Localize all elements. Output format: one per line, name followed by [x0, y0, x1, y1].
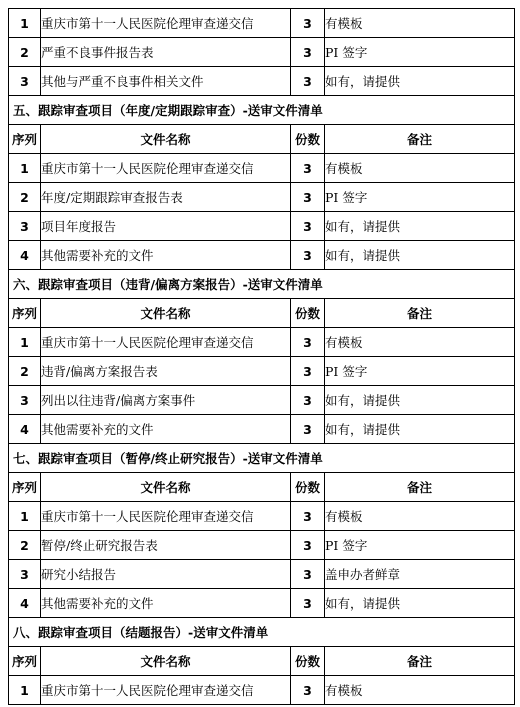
row-file-name: 其他需要补充的文件 [41, 241, 291, 270]
row-file-name: 研究小结报告 [41, 560, 291, 589]
header-count: 份数 [291, 473, 325, 502]
table-row [9, 328, 515, 357]
table-row [9, 38, 515, 67]
row-count: 3 [291, 183, 325, 212]
header-note: 备注 [325, 125, 515, 154]
row-seq: 3 [9, 67, 41, 96]
row-file-name: 严重不良事件报告表 [41, 38, 291, 67]
header-file-name: 文件名称 [41, 125, 291, 154]
header-seq: 序列 [9, 473, 41, 502]
table-row [9, 531, 515, 560]
header-seq: 序列 [9, 125, 41, 154]
row-note: 有模板 [325, 154, 515, 183]
row-seq: 3 [9, 212, 41, 241]
row-note: 有模板 [325, 9, 515, 38]
table-row [9, 154, 515, 183]
section-title: 八、跟踪审查项目（结题报告）-送审文件清单 [9, 618, 515, 647]
row-file-name: 其他需要补充的文件 [41, 589, 291, 618]
row-count: 3 [291, 357, 325, 386]
row-seq: 2 [9, 357, 41, 386]
column-header-row [9, 125, 515, 154]
row-seq: 4 [9, 589, 41, 618]
table-row [9, 415, 515, 444]
column-header-row [9, 299, 515, 328]
row-count: 3 [291, 531, 325, 560]
row-count: 3 [291, 502, 325, 531]
row-seq: 1 [9, 154, 41, 183]
row-count: 3 [291, 154, 325, 183]
header-count: 份数 [291, 299, 325, 328]
row-file-name: 暂停/终止研究报告表 [41, 531, 291, 560]
header-file-name: 文件名称 [41, 473, 291, 502]
column-header-row [9, 647, 515, 676]
row-count: 3 [291, 38, 325, 67]
row-note: PI 签字 [325, 357, 515, 386]
table-row [9, 502, 515, 531]
row-file-name: 项目年度报告 [41, 212, 291, 241]
row-note: 盖申办者鲜章 [325, 560, 515, 589]
row-seq: 4 [9, 241, 41, 270]
row-seq: 1 [9, 502, 41, 531]
row-file-name: 重庆市第十一人民医院伦理审查递交信 [41, 502, 291, 531]
row-note: 如有，请提供 [325, 212, 515, 241]
section-heading-row [9, 444, 515, 473]
row-count: 3 [291, 328, 325, 357]
row-seq: 1 [9, 676, 41, 705]
row-seq: 1 [9, 9, 41, 38]
row-note: 有模板 [325, 328, 515, 357]
row-note: 如有，请提供 [325, 589, 515, 618]
table-row [9, 241, 515, 270]
section-title: 七、跟踪审查项目（暂停/终止研究报告）-送审文件清单 [9, 444, 515, 473]
header-note: 备注 [325, 647, 515, 676]
row-count: 3 [291, 560, 325, 589]
table-row [9, 67, 515, 96]
table-row [9, 212, 515, 241]
table-row [9, 357, 515, 386]
row-note: 如有，请提供 [325, 415, 515, 444]
row-note: 如有，请提供 [325, 386, 515, 415]
header-count: 份数 [291, 125, 325, 154]
row-file-name: 其他需要补充的文件 [41, 415, 291, 444]
row-count: 3 [291, 9, 325, 38]
row-file-name: 列出以往违背/偏离方案事件 [41, 386, 291, 415]
row-seq: 2 [9, 183, 41, 212]
row-note: PI 签字 [325, 38, 515, 67]
row-file-name: 年度/定期跟踪审查报告表 [41, 183, 291, 212]
row-seq: 4 [9, 415, 41, 444]
row-note: PI 签字 [325, 531, 515, 560]
table-row [9, 9, 515, 38]
row-count: 3 [291, 589, 325, 618]
row-file-name: 重庆市第十一人民医院伦理审查递交信 [41, 676, 291, 705]
row-file-name: 违背/偏离方案报告表 [41, 357, 291, 386]
row-count: 3 [291, 676, 325, 705]
row-note: 有模板 [325, 676, 515, 705]
row-file-name: 重庆市第十一人民医院伦理审查递交信 [41, 154, 291, 183]
row-seq: 3 [9, 386, 41, 415]
row-note: 有模板 [325, 502, 515, 531]
submission-checklist-table [8, 8, 515, 705]
section-title: 五、跟踪审查项目（年度/定期跟踪审查）-送审文件清单 [9, 96, 515, 125]
row-count: 3 [291, 241, 325, 270]
header-seq: 序列 [9, 647, 41, 676]
header-note: 备注 [325, 473, 515, 502]
row-seq: 1 [9, 328, 41, 357]
row-count: 3 [291, 212, 325, 241]
row-file-name: 重庆市第十一人民医院伦理审查递交信 [41, 9, 291, 38]
section-heading-row [9, 618, 515, 647]
table-row [9, 589, 515, 618]
section-heading-row [9, 270, 515, 299]
header-file-name: 文件名称 [41, 647, 291, 676]
header-note: 备注 [325, 299, 515, 328]
row-seq: 2 [9, 531, 41, 560]
row-count: 3 [291, 67, 325, 96]
row-count: 3 [291, 415, 325, 444]
row-note: PI 签字 [325, 183, 515, 212]
table-row [9, 386, 515, 415]
table-row [9, 676, 515, 705]
header-count: 份数 [291, 647, 325, 676]
row-seq: 3 [9, 560, 41, 589]
column-header-row [9, 473, 515, 502]
table-row [9, 183, 515, 212]
header-file-name: 文件名称 [41, 299, 291, 328]
header-seq: 序列 [9, 299, 41, 328]
row-note: 如有，请提供 [325, 241, 515, 270]
row-note: 如有，请提供 [325, 67, 515, 96]
row-count: 3 [291, 386, 325, 415]
row-file-name: 其他与严重不良事件相关文件 [41, 67, 291, 96]
row-file-name: 重庆市第十一人民医院伦理审查递交信 [41, 328, 291, 357]
section-title: 六、跟踪审查项目（违背/偏离方案报告）-送审文件清单 [9, 270, 515, 299]
table-row [9, 560, 515, 589]
row-seq: 2 [9, 38, 41, 67]
section-heading-row [9, 96, 515, 125]
